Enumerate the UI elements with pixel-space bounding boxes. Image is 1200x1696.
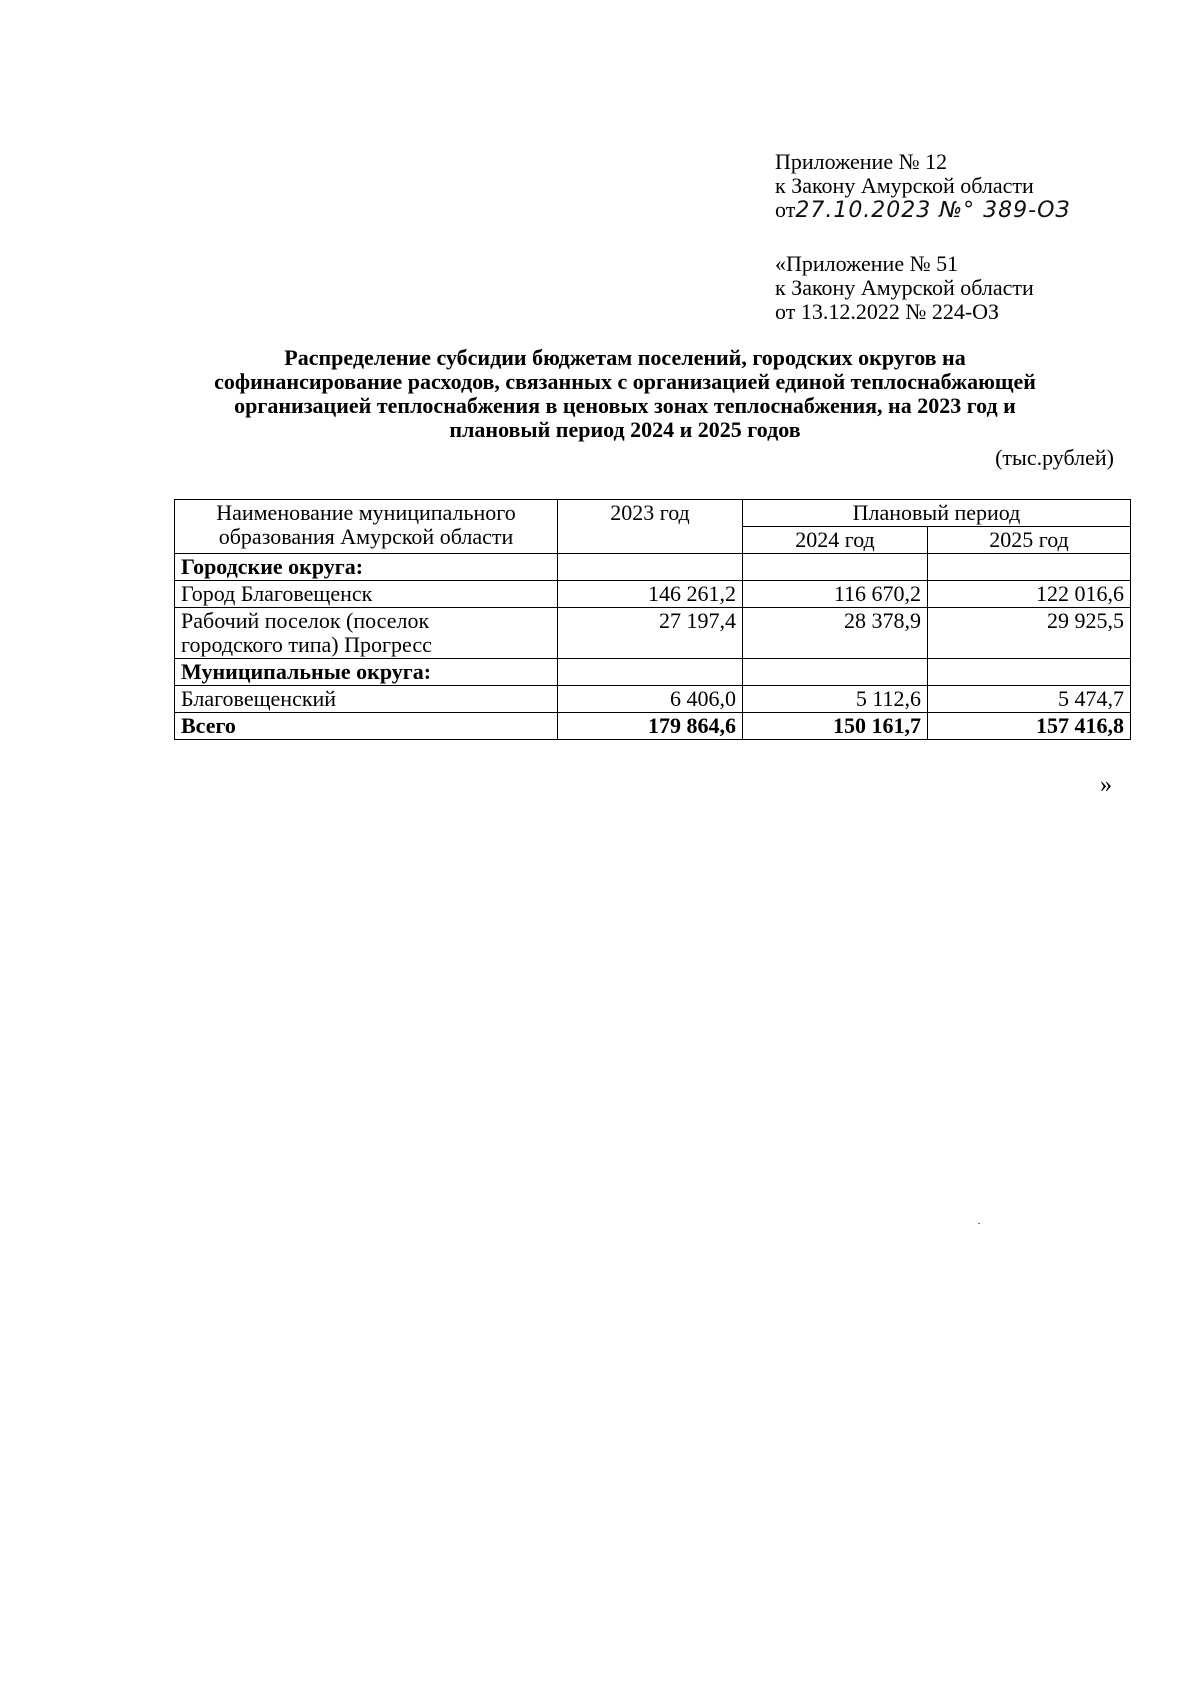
- appendix-51-number: «Приложение № 51: [775, 251, 959, 276]
- group-heading-urban-districts: Городские округа:: [175, 554, 558, 581]
- total-2024: 150 161,7: [743, 713, 928, 740]
- header-year-2023: 2023 год: [558, 500, 743, 554]
- header-year-2025: 2025 год: [928, 527, 1131, 554]
- header-planned-period: Плановый период: [743, 500, 1131, 527]
- title-line-2: софинансирование расходов, связанных с организацией единой теплоснабжающей: [214, 369, 1036, 394]
- total-label: Всего: [175, 713, 558, 740]
- value-2024: 116 670,2: [743, 581, 928, 608]
- header-name-line-2: образования Амурской области: [218, 524, 514, 549]
- value-2025: 5 474,7: [928, 686, 1131, 713]
- appendix-12-reference: [775, 150, 1071, 223]
- table-row: [175, 686, 1131, 713]
- table-row: [175, 659, 1131, 686]
- total-2023: 179 864,6: [558, 713, 743, 740]
- table-header-row: [175, 500, 1131, 527]
- title-line-4: плановый период 2024 и 2025 годов: [449, 417, 801, 442]
- handwritten-date-number: 27.10.2023 №° 389-ОЗ: [795, 198, 1071, 223]
- value-2024: 28 378,9: [743, 608, 928, 659]
- appendix-51-reference: [775, 252, 1034, 324]
- title-line-3: организацией теплоснабжения в ценовых зонах теплоснабжения, на 2023 год и: [234, 393, 1016, 418]
- total-row: [175, 713, 1131, 740]
- header-year-2024: 2024 год: [743, 527, 928, 554]
- row-name-line-2: городского типа) Прогресс: [181, 632, 432, 657]
- scan-speck: [978, 1223, 980, 1224]
- row-name: [175, 608, 558, 659]
- units-label: (тыс.рублей): [995, 445, 1114, 470]
- group-heading-municipal-districts: Муниципальные округа:: [175, 659, 558, 686]
- value-2023: 146 261,2: [558, 581, 743, 608]
- appendix-12-date-line: [775, 198, 1071, 223]
- value-2024: [743, 659, 928, 686]
- table-row: [175, 554, 1131, 581]
- appendix-51-law: к Закону Амурской области: [775, 275, 1034, 300]
- appendix-12-number: Приложение № 12: [775, 149, 948, 174]
- closing-quote: »: [1100, 772, 1112, 798]
- row-name: Благовещенский: [175, 686, 558, 713]
- title-line-1: Распределение субсидии бюджетам поселений, городских округов на: [284, 345, 966, 370]
- value-2023: [558, 554, 743, 581]
- value-2024: 5 112,6: [743, 686, 928, 713]
- row-name: Город Благовещенск: [175, 581, 558, 608]
- value-2025: [928, 659, 1131, 686]
- subsidy-table: [174, 499, 1131, 740]
- value-2025: 122 016,6: [928, 581, 1131, 608]
- value-2023: [558, 659, 743, 686]
- value-2025: [928, 554, 1131, 581]
- document-title: [150, 346, 1100, 442]
- appendix-12-law: к Закону Амурской области: [775, 173, 1034, 198]
- table-row: [175, 581, 1131, 608]
- value-2025: 29 925,5: [928, 608, 1131, 659]
- header-name-cell: [175, 500, 558, 554]
- appendix-51-date: от 13.12.2022 № 224-ОЗ: [775, 299, 1000, 324]
- header-name-line-1: Наименование муниципального: [216, 500, 516, 525]
- row-name-line-1: Рабочий поселок (поселок: [181, 608, 430, 633]
- value-2024: [743, 554, 928, 581]
- table-row: [175, 608, 1131, 659]
- total-2025: 157 416,8: [928, 713, 1131, 740]
- value-2023: 27 197,4: [558, 608, 743, 659]
- value-2023: 6 406,0: [558, 686, 743, 713]
- appendix-12-date-prefix: от: [775, 197, 796, 222]
